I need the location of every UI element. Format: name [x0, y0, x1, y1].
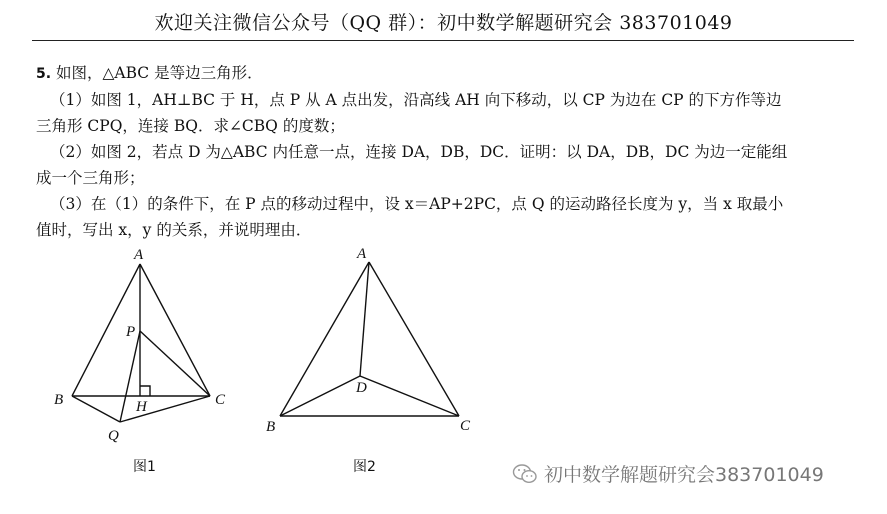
watermark [512, 460, 824, 487]
fig2-label-a: A [357, 246, 367, 262]
figure-1-caption: 图1 [133, 459, 156, 475]
problem-intro-line [36, 60, 856, 87]
figure-2-diagram [262, 240, 482, 440]
fig2-label-c: C [460, 418, 471, 434]
wechat-icon [512, 463, 538, 485]
fig2-label-d: D [356, 380, 367, 396]
fig1-right-angle-mark [140, 386, 150, 396]
part1-line2: 三角形 CPQ，连接 BQ．求∠CBQ 的度数； [36, 117, 345, 135]
fig1-label-a: A [134, 247, 144, 263]
header-divider [32, 40, 854, 41]
problem-intro: 如图，△ABC 是等边三角形． [56, 64, 263, 82]
problem-number: 5. [36, 66, 52, 82]
figure-2-caption: 图2 [353, 459, 376, 475]
problem-text [36, 60, 856, 243]
fig1-segment-qc [120, 396, 210, 422]
fig1-label-c: C [215, 392, 226, 408]
fig2-label-b: B [266, 419, 276, 435]
figure-2 [262, 240, 482, 444]
part2-line2: 成一个三角形； [36, 169, 145, 187]
figure-1 [48, 244, 248, 453]
fig2-segment-da [360, 262, 369, 376]
part1-line1: （1）如图 1，AH⊥BC 于 H，点 P 从 A 点出发，沿高线 AH 向下移动，以 CP 为边在 CP 的下方作等边 [50, 91, 782, 109]
part3-line2: 值时，写出 x，y 的关系，并说明理由． [36, 221, 312, 239]
watermark-text: 初中数学解题研究会383701049 [544, 464, 824, 486]
page-header-title: 欢迎关注微信公众号（QQ 群）：初中数学解题研究会 383701049 [154, 12, 733, 34]
part2-line1: （2）如图 2，若点 D 为△ABC 内任意一点，连接 DA，DB，DC．证明：以 DA，DB，DC 为边一定能组 [50, 143, 788, 161]
fig2-segment-dc [360, 376, 459, 416]
figure-1-diagram [48, 244, 248, 449]
fig1-label-p: P [126, 324, 136, 340]
fig1-side-ac [140, 264, 210, 396]
fig1-label-q: Q [108, 428, 119, 444]
fig1-label-b: B [54, 392, 64, 408]
part3-line1: （3）在（1）的条件下，在 P 点的移动过程中，设 x＝AP+2PC，点 Q 的运动路径长度为 y，当 x 取最小 [50, 195, 784, 213]
fig2-side-ac [369, 262, 459, 416]
fig1-segment-bq [72, 396, 120, 422]
fig1-label-h: H [136, 399, 147, 415]
